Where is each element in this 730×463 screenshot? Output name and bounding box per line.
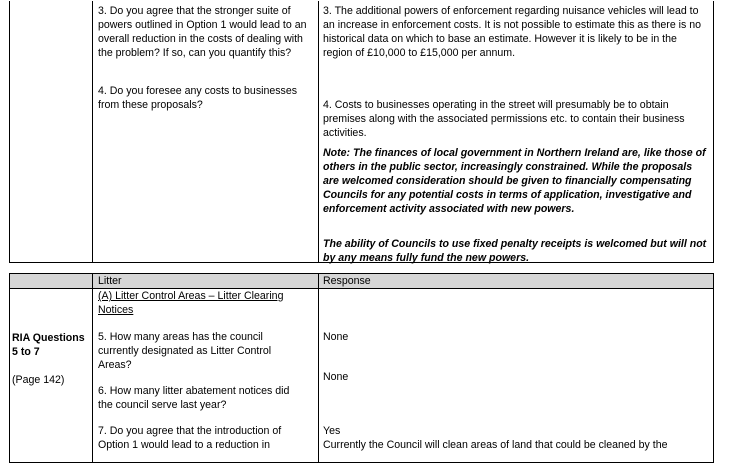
response-7-yes: Yes xyxy=(323,425,341,437)
top-table-divider-2 xyxy=(318,1,319,263)
ria-page: (Page 142) xyxy=(12,374,65,386)
response-3: 3. The additional powers of enforcement regarding nuisance vehicles will lead to an increase in enforcement costs. It is not possible to estimate this as there is no historical data on which to base an estimate. However it is likely to be in the region of £10,000 to £15,000 per annum. xyxy=(323,5,702,59)
response-5: None xyxy=(323,331,349,343)
bottom-table-divider-1 xyxy=(92,273,93,463)
question-5: 5. How many areas has the council currently designated as Litter Control Areas? xyxy=(98,331,272,371)
ria-label-text: RIA Questions 5 to 7 xyxy=(12,332,85,358)
top-table-divider-1 xyxy=(92,1,93,263)
note-finances: Note: The finances of local government in Northern Ireland are, like those of others in the public sector, increasingly constrained. While the proposals are welcomed consideration should be given to financially compensating Councils for any potential costs in terms of application, investigative and enforcement activity associated with new powers. xyxy=(323,147,706,215)
header-response: Response xyxy=(323,275,371,287)
question-3: 3. Do you agree that the stronger suite of powers outlined in Option 1 would lead to an overall reduction in the costs of dealing with the problem? If so, can you quantify this? xyxy=(98,5,307,59)
response-4: 4. Costs to businesses operating in the street will presumably be to obtain premises along with the associated permissions etc. to contain their business activities. xyxy=(323,99,685,139)
note-fixed-penalty: The ability of Councils to use fixed penalty receipts is welcomed but will not by any means fully fund the new powers. xyxy=(323,238,707,264)
bottom-table-divider-2 xyxy=(318,273,319,463)
response-6: None xyxy=(323,371,349,383)
ria-label xyxy=(12,331,90,359)
question-7: 7. Do you agree that the introduction of Option 1 would lead to a reduction in xyxy=(98,425,282,451)
header-litter: Litter xyxy=(98,275,122,287)
question-4: 4. Do you foresee any costs to businesses from these proposals? xyxy=(98,85,298,111)
question-6: 6. How many litter abatement notices did the council serve last year? xyxy=(98,385,290,411)
response-7-text: Currently the Council will clean areas of land that could be cleaned by the xyxy=(323,439,668,451)
section-title: (A) Litter Control Areas – Litter Clearing Notices xyxy=(98,290,284,316)
